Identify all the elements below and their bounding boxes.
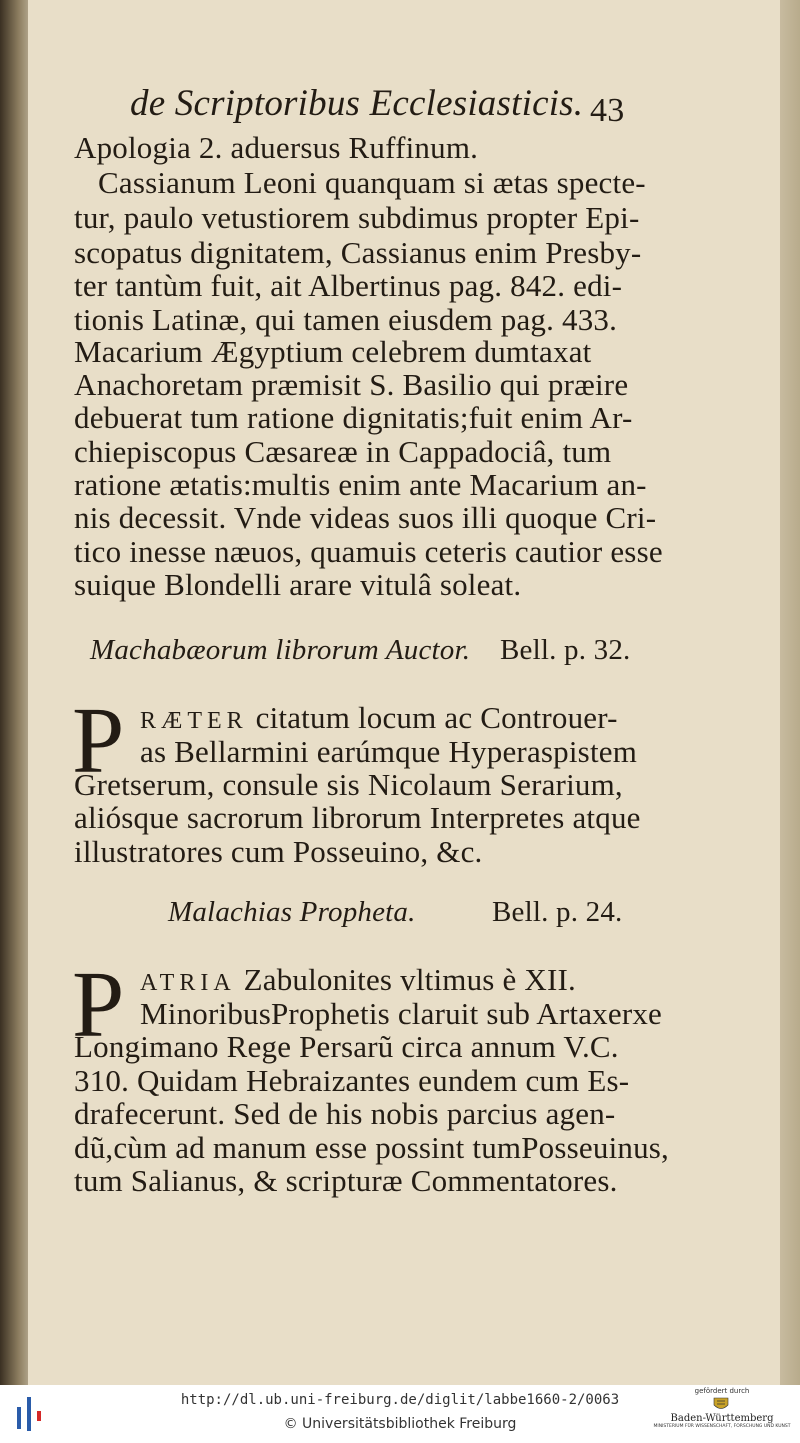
- text-line: Gretserum, consule sis Nicolaum Serarium,: [74, 767, 623, 802]
- text-line: Longimano Rege Persarũ circa annum V.C.: [74, 1029, 619, 1064]
- text-line: tico inesse næuos, quamuis ceteris cautior esse: [74, 534, 663, 569]
- coat-of-arms-icon: [710, 1396, 732, 1412]
- sponsor-subtitle: MINISTERIUM FÜR WISSENSCHAFT, FORSCHUNG UND KUNST: [653, 1424, 791, 1429]
- text-line: Apologia 2. aduersus Ruffinum.: [74, 130, 479, 165]
- line-text: Zabulonites vltimus è XII.: [243, 962, 576, 997]
- line-text: citatum locum ac Controuer-: [255, 700, 618, 735]
- text-line: [140, 700, 618, 736]
- text-line: suique Blondelli arare vitulâ soleat.: [74, 567, 522, 602]
- text-line: ratione ætatis:multis enim ante Macarium an-: [74, 467, 647, 502]
- sponsor-label: gefördert durch: [694, 1387, 750, 1395]
- text-line: aliósque sacrorum librorum Interpretes atque: [74, 800, 641, 835]
- permalink-url[interactable]: http://dl.ub.uni-freiburg.de/diglit/labbe1660-2/0063: [180, 1392, 620, 1408]
- section-reference: Bell. p. 24.: [492, 896, 623, 928]
- text-line: chiepiscopus Cæsareæ in Cappadociâ, tum: [74, 434, 612, 469]
- text-line: drafecerunt. Sed de his nobis parcius agen-: [74, 1096, 616, 1131]
- text-line: [140, 962, 576, 998]
- copyright-notice: © Universitätsbibliothek Freiburg: [283, 1416, 517, 1432]
- text-line: MinoribusProphetis claruit sub Artaxerxe: [140, 996, 662, 1031]
- section-heading: Machabæorum librorum Auctor.: [90, 634, 471, 666]
- text-line: Cassianum Leoni quanquam si ætas specte-: [98, 165, 646, 200]
- sponsor-block: [652, 1385, 792, 1443]
- text-line: tur, paulo vetustiorem subdimus propter Epi-: [74, 200, 640, 235]
- text-line: Anachoretam præmisit S. Basilio qui præire: [74, 367, 629, 402]
- page-number: 43: [590, 92, 625, 129]
- text-line: illustratores cum Posseuino, &c.: [74, 834, 483, 869]
- text-line: scopatus dignitatem, Cassianus enim Presby-: [74, 235, 642, 270]
- drop-capital: P: [72, 689, 125, 793]
- text-line: 310. Quidam Hebraizantes eundem cum Es-: [74, 1063, 630, 1098]
- running-title: de Scriptoribus Ecclesiasticis.: [130, 83, 584, 124]
- small-caps-word: RÆTER: [140, 708, 248, 734]
- text-line: ter tantùm fuit, ait Albertinus pag. 842. edi-: [74, 268, 623, 303]
- section-heading: Malachias Propheta.: [168, 896, 416, 928]
- text-line: tum Salianus, & scripturæ Commentatores.: [74, 1163, 618, 1198]
- text-line: tionis Latinæ, qui tamen eiusdem pag. 433.: [74, 302, 618, 337]
- sponsor-name: Baden-Württemberg: [670, 1413, 774, 1424]
- text-line: dũ,cùm ad manum esse possint tumPosseuinus,: [74, 1130, 669, 1165]
- text-line: nis decessit. Vnde videas suos illi quoque Cri-: [74, 500, 657, 535]
- footer-bar: [0, 1385, 800, 1443]
- text-line: Macarium Ægyptium celebrem dumtaxat: [74, 334, 592, 369]
- small-caps-word: ATRIA: [140, 970, 236, 996]
- drop-capital: P: [72, 953, 125, 1057]
- text-line: as Bellarmini earúmque Hyperaspistem: [140, 734, 638, 769]
- section-reference: Bell. p. 32.: [500, 634, 631, 666]
- text-line: debuerat tum ratione dignitatis;fuit enim Ar-: [74, 400, 633, 435]
